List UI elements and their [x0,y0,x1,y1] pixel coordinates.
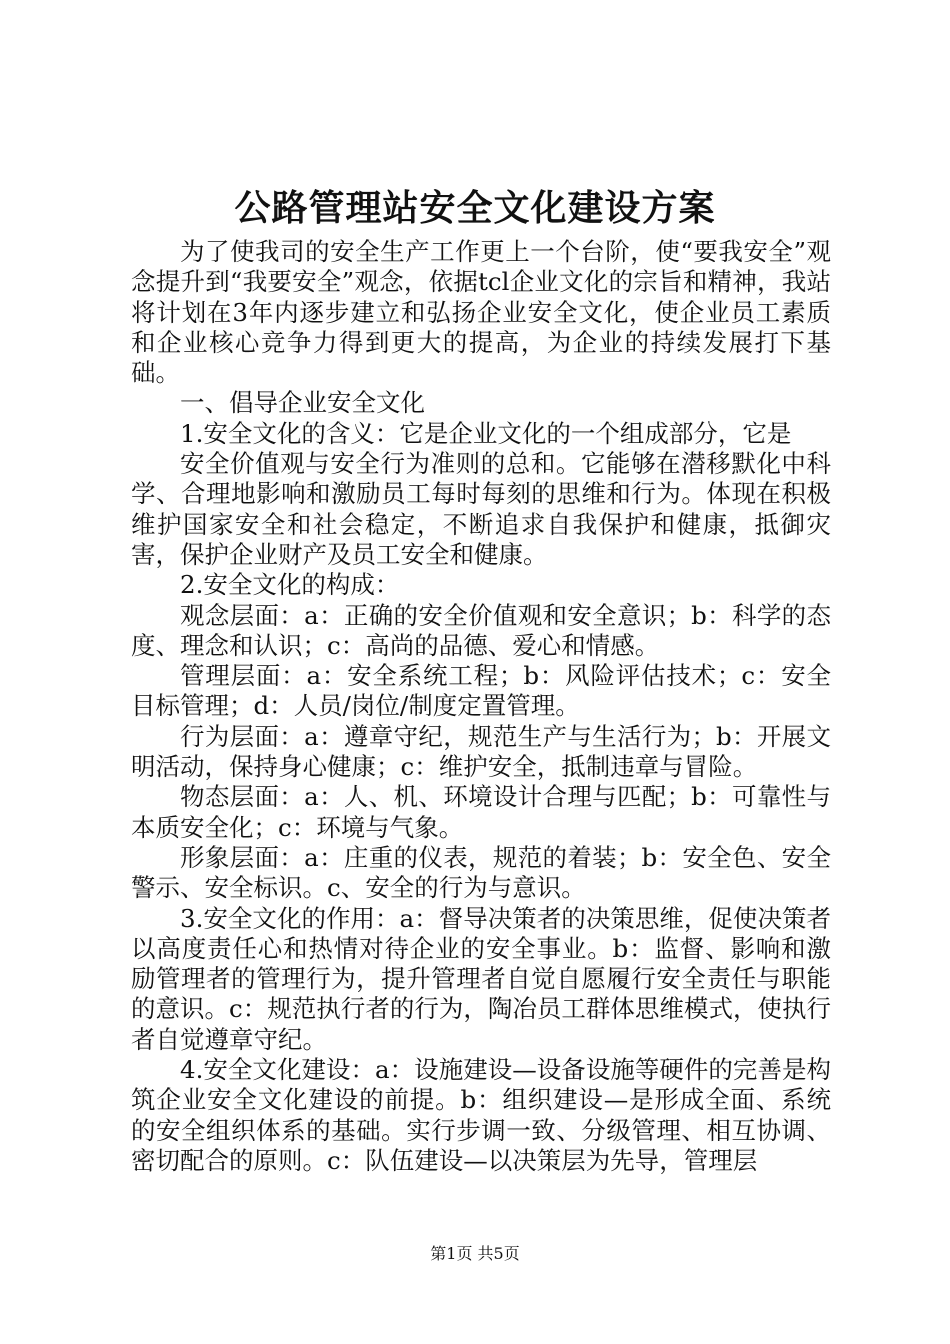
paragraph-definition-lead: 1.安全文化的含义：它是企业文化的一个组成部分，它是 [180,418,792,448]
paragraph-definition: 安全价值观与安全行为准则的总和。它能够在潜移默化中科学、合理地影响和激励员工每时每刻的思维和行为。体现在积极维护国家安全和社会稳定，不断追求自我保护和健康，抵御灾害，保护企业财产及员工安全和健康。 [131,449,831,569]
paragraph-management-level: 管理层面：a：安全系统工程；b：风险评估技术；c：安全目标管理；d：人员/岗位/制度定置管理。 [131,661,831,721]
page-number: 第1页 共5页 [430,1244,520,1263]
document-title: 公路管理站安全文化建设方案 [234,188,716,229]
paragraph-function: 3.安全文化的作用：a：督导决策者的决策思维，促使决策者以高度责任心和热情对待企业的安全事业。b：监督、影响和激励管理者的管理行为，提升管理者自觉自愿履行安全责任与职能的意识。c：规范执行者的行为，陶冶员工群体思维模式，使执行者自觉遵章守纪。 [131,903,831,1054]
document-body [131,237,831,1176]
paragraph-intro: 为了使我司的安全生产工作更上一个台阶，使“要我安全”观念提升到“我要安全”观念，依据tcl企业文化的宗旨和精神，我站将计划在3年内逐步建立和弘扬企业安全文化，使企业员工素质和企业核心竞争力得到更大的提高，为企业的持续发展打下基础。 [131,237,831,388]
paragraph-construction: 4.安全文化建设：a：设施建设—设备设施等硬件的完善是构筑企业安全文化建设的前提。b：组织建设—是形成全面、系统的安全组织体系的基础。实行步调一致、分级管理、相互协调、密切配合的原则。c：队伍建设—以决策层为先导，管理层 [131,1055,831,1175]
paragraph-image-level: 形象层面：a：庄重的仪表，规范的着装；b：安全色、安全警示、安全标识。c、安全的行为与意识。 [131,842,831,903]
paragraph-concept-level: 观念层面：a：正确的安全价值观和安全意识；b：科学的态度、理念和认识；c：高尚的品德、爱心和情感。 [131,600,831,660]
paragraph-material-level: 物态层面：a：人、机、环境设计合理与匹配；b：可靠性与本质安全化；c：环境与气象。 [131,782,831,842]
section-heading-1: 一、倡导企业安全文化 [180,388,425,418]
paragraph-behavior-level: 行为层面：a：遵章守纪，规范生产与生活行为；b：开展文明活动，保持身心健康；c：维护安全，抵制违章与冒险。 [131,721,831,782]
paragraph-composition-heading: 2.安全文化的构成： [180,570,400,600]
